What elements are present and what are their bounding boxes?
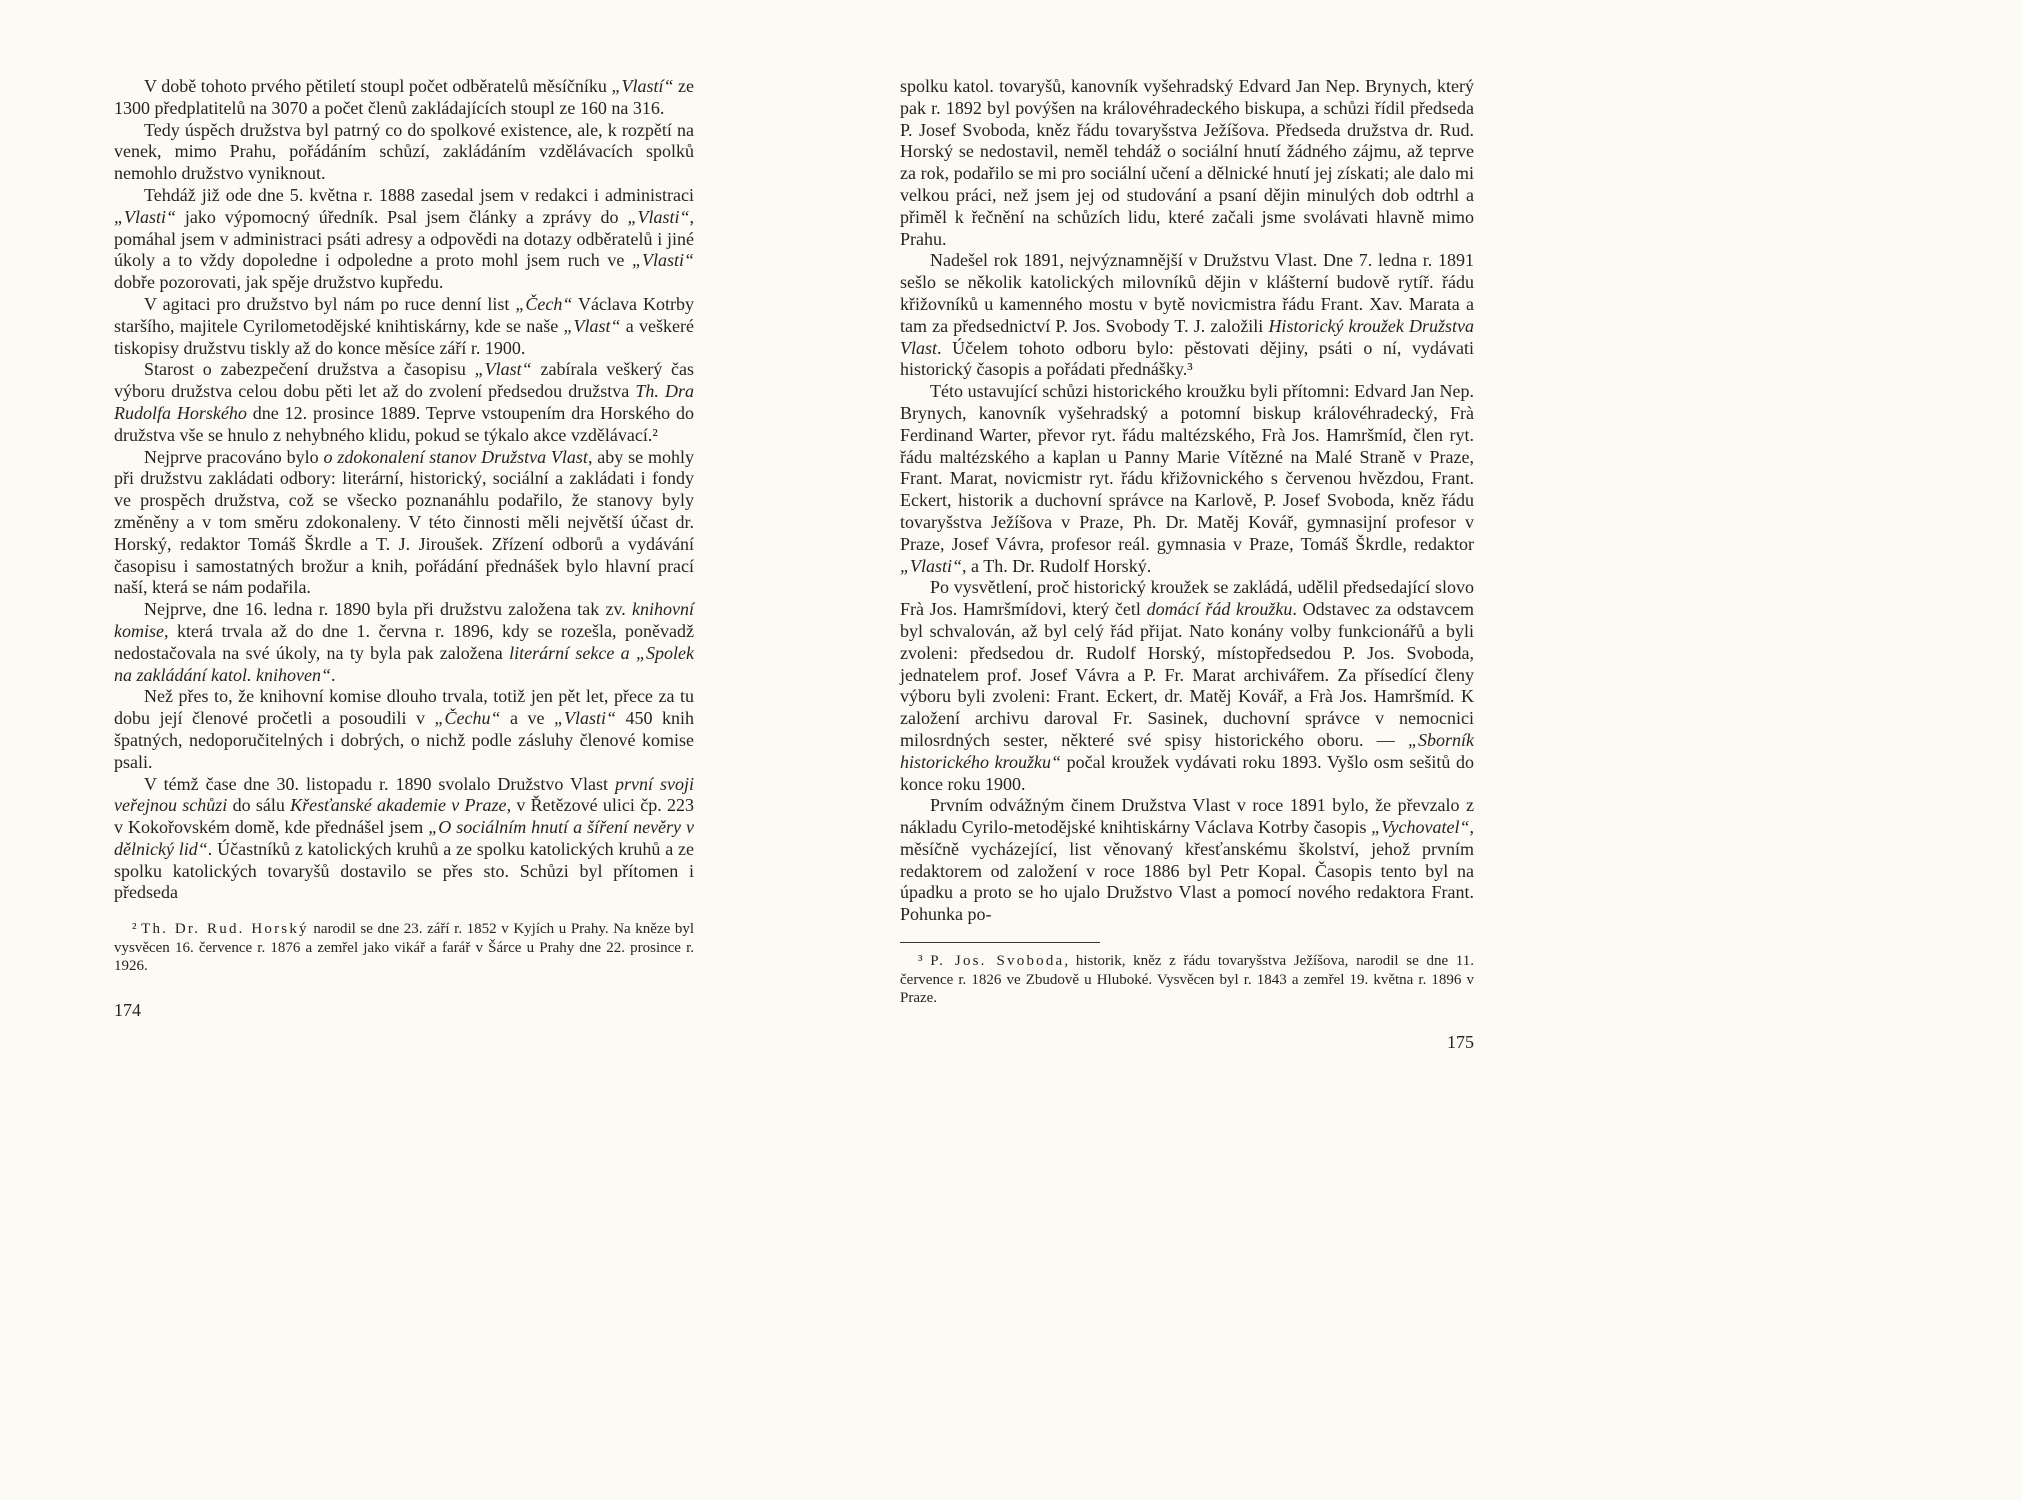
emphasized-text: „Vlast“ bbox=[474, 359, 532, 380]
emphasized-text: „Čechu“ bbox=[434, 708, 501, 729]
paragraph bbox=[900, 250, 1474, 381]
page-right-body-text bbox=[900, 76, 1474, 926]
paragraph bbox=[114, 599, 694, 686]
emphasized-text: „Sborník historického kroužku“ bbox=[900, 729, 1474, 772]
body-run: ze 1300 předplatitelů na 3070 a počet členů zakládajících stoupl ze 160 na 316. bbox=[114, 76, 694, 118]
emphasized-text: knihovní komise bbox=[114, 599, 694, 641]
body-run: Než přes to, že knihovní komise dlouho trvala, totiž jen pět let, přece za tu dobu její členové pročetli a posoudili v bbox=[114, 686, 694, 729]
body-run: Starost o zabezpečení družstva a časopisu bbox=[144, 359, 475, 380]
page-right-footnote-block bbox=[900, 942, 1474, 1008]
paragraph bbox=[114, 920, 694, 976]
body-run: V agitaci pro družstvo byl nám po ruce denní list bbox=[144, 293, 516, 314]
paragraph bbox=[114, 774, 694, 905]
paragraph bbox=[114, 686, 694, 773]
body-run: zabírala veškerý čas výboru družstva celou dobu pěti let až do zvolení předsedou družstva bbox=[114, 359, 694, 402]
body-run: a ve bbox=[500, 708, 554, 729]
body-run: , a Th. Dr. Rudolf Horský. bbox=[962, 555, 1152, 576]
paragraph bbox=[900, 795, 1474, 926]
body-run: , pomáhal jsem v administraci psáti adresy a odpovědi na dotazy odběratelů i jiné úkoly a to vždy dopoledne i odpoledne a proto mohl jsem ruch ve bbox=[114, 206, 694, 271]
page-right bbox=[900, 76, 1474, 1053]
body-run: Nadešel rok 1891, nejvýznamnější v Družstvu Vlast. Dne 7. ledna r. 1891 sešlo se několik katolických milovníků dějin v klášterní budově rytíř. řádu křižovníků u kamenného mostu v bytě novicmistra řádu Frant. Xav. Marata a tam za předsednictví P. Jos. Svobody T. J. založili bbox=[900, 250, 1474, 336]
body-run: do sálu bbox=[227, 795, 291, 816]
emphasized-text: Historický kroužek Družstva Vlast bbox=[900, 315, 1474, 358]
body-run: , historik, kněz z řádu tovaryšstva Ježíšova, narodil se dne 11. července r. 1826 ve Zbudově u Hluboké. Vysvěcen byl r. 1843 a zemřel 19. května r. 1896 v Praze. bbox=[900, 953, 1474, 1007]
paragraph bbox=[900, 76, 1474, 250]
paragraph bbox=[114, 447, 694, 600]
footnote-separator bbox=[900, 942, 1100, 943]
emphasized-text: „Vlastí“ bbox=[611, 76, 674, 96]
body-run: . Účastníků z katolických kruhů a ze spolku katolických kruhů a ze spolku katolických tovaryšů dostavilo se přes sto. Schůzi byl přítomen i předseda bbox=[114, 838, 694, 903]
paragraph bbox=[114, 185, 694, 294]
emphasized-text: „Čech“ bbox=[515, 293, 573, 314]
spaced-name-text: P. Jos. Svoboda bbox=[930, 953, 1065, 970]
page-right-footnotes bbox=[900, 952, 1474, 1008]
paragraph bbox=[114, 359, 694, 446]
body-run: dobře pozorovati, jak spěje družstvo kupředu. bbox=[114, 272, 444, 293]
emphasized-text: „Vlast“ bbox=[563, 315, 621, 336]
body-run: . Odstavec za odstavcem byl schvalován, až byl celý řád přijat. Nato konány volby funkcionářů a byli zvoleni: předsedou dr. Rudolf Horský, místopředsedou P. Jos. Svoboda, jednatelem prof. Josef Vávra a P. Fr. Marat archivářem. Za přísedící členy výboru byli zvoleni: Frant. Eckert, dr. Matěj Kovář, a Frà Jos. Hamršmíd. K založení archivu daroval Fr. Sasinek, duchovní správce v nemocnici milosrdných sester, některé své spisy historického oboru. — bbox=[900, 599, 1474, 750]
body-run: Tehdáž již ode dne 5. května r. 1888 zasedal jsem v redakci i administraci bbox=[144, 184, 694, 205]
body-run: Nejprve, dne 16. ledna r. 1890 byla při družstvu založena tak zv. bbox=[144, 599, 633, 620]
body-run: ³ bbox=[918, 953, 931, 970]
paragraph bbox=[114, 120, 694, 185]
paragraph bbox=[900, 577, 1474, 795]
body-run: , aby se mohly při družstvu zakládati odbory: literární, historický, sociální a zakládati i fondy ve prospěch družstva, což se všecko poznanáhlu podařilo, že stanovy byly změněny a v tom směru zdokonaleny. V této činnosti měli největší účast dr. Horský, redaktor Tomáš Škrdle a T. J. Jiroušek. Zřízení odborů a vydávání časopisu i samostatných brožur a knih, pořádání přednášek bylo hlavní prací naší, která se nám podařila. bbox=[114, 446, 694, 598]
emphasized-text: „Vychovatel“ bbox=[1371, 817, 1470, 838]
body-run: počal kroužek vydávati roku 1893. Vyšlo osm sešitů do konce roku 1900. bbox=[900, 751, 1474, 794]
body-run: V době tohoto prvého pětiletí stoupl počet odběratelů měsíčníku bbox=[144, 76, 612, 96]
body-run: ² bbox=[132, 921, 142, 938]
body-run: Po vysvětlení, proč historický kroužek se zakládá, udělil předsedající slovo Frà Jos. Hamršmídovi, který četl bbox=[900, 577, 1474, 620]
page-number-right-container bbox=[900, 1032, 1474, 1053]
body-run: V témž čase dne 30. listopadu r. 1890 svolalo Družstvo Vlast bbox=[144, 773, 616, 794]
paragraph bbox=[114, 294, 694, 359]
emphasized-text: „Vlasti“ bbox=[900, 555, 963, 576]
page-left-footnote-block bbox=[114, 920, 694, 976]
emphasized-text: o zdokonalení stanov Družstva Vlast bbox=[323, 446, 588, 467]
body-run: Této ustavující schůzi historického kroužku byli přítomni: Edvard Jan Nep. Brynych, kanovník vyšehradský a potomní biskup královéhradecký, Frà Ferdinand Warter, převor ryt. řádu maltézského, Frà Jos. Hamršmíd, člen ryt. řádu maltézského a kaplan u Panny Marie Vítězné na Malé Straně v Praze, Frant. Marat, novicmistr ryt. řádu křižovnického s červenou hvězdou, Frant. Eckert, historik a duchovní správce na Karlově, P. Josef Svoboda, kněz řádu tovaryšstva Ježíšova v Praze, Ph. Dr. Matěj Kovář, gymnasijní profesor v Praze, Josef Vávra, profesor reál. gymnasia v Praze, Tomáš Škrdle, redaktor bbox=[900, 381, 1474, 554]
page-number: 175 bbox=[1447, 1031, 1474, 1052]
body-run: spolku katol. tovaryšů, kanovník vyšehradský Edvard Jan Nep. Brynych, který pak r. 1892 byl povýšen na královéhradeckého biskupa, a schůzi řídil předseda P. Josef Svoboda, kněz řádu tovaryšstva Ježíšova. Předseda družstva dr. Rud. Horský se nedostavil, neměl tehdáž o sociální hnutí žádného zájmu, až teprve za rok, podařilo se mi pro sociální učení a dělnické hnutí jej získati; ale dalo mi velkou práci, než jsem jej od studování a psaní dějin minulých dob odtrhl a přiměl k řečnění na schůzích lidu, které začali jsme svolávati hlavně mimo Prahu. bbox=[900, 76, 1474, 249]
body-run: , měsíčně vycházející, list věnovaný křesťanskému školství, jehož prvním redaktorem od založení v roce 1886 byl Petr Kopal. Časopis tento byl na úpadku a proto se ho ujalo Družstvo Vlast a pomocí nového redaktora Frant. Pohunka po- bbox=[900, 817, 1474, 925]
emphasized-text: „Vlasti“ bbox=[627, 206, 690, 227]
body-run: . Účelem tohoto odboru bylo: pěstovati dějiny, psáti o ní, vydávati historický časopis a pořádati přednášky.³ bbox=[900, 337, 1474, 380]
page-left bbox=[114, 76, 694, 1021]
body-run: , která trvala až do dne 1. června r. 1896, kdy se rozešla, poněvadž nedostačovala na své úkoly, na ty byla pak založena bbox=[114, 620, 694, 663]
emphasized-text: „O sociálním hnutí a šíření nevěry v dělnický lid“ bbox=[114, 817, 694, 859]
body-run: jako výpomocný úředník. Psal jsem články a zprávy do bbox=[176, 206, 628, 227]
body-run: . bbox=[330, 664, 336, 685]
body-run: a veškeré tiskopisy družstvu tiskly až do konce měsíce září r. 1900. bbox=[114, 315, 694, 358]
body-run: narodil se dne 23. září r. 1852 v Kyjích u Prahy. Na kněze byl vysvěcen 16. července r. 1876 a zemřel jako vikář a farář v Šárce u Prahy dne 22. prosince r. 1926. bbox=[114, 921, 695, 975]
body-run: dne 12. prosince 1889. Teprve vstoupením dra Horského do družstva vše se hnulo z nehybného klidu, pokud se týkalo akce vzdělávací.² bbox=[114, 402, 694, 445]
paragraph bbox=[114, 76, 694, 120]
page-left-body-text bbox=[114, 76, 694, 904]
emphasized-text: „Vlasti“ bbox=[631, 250, 694, 271]
emphasized-text: první svoji veřejnou schůzi bbox=[114, 773, 694, 816]
emphasized-text: literární sekce a „Spolek na zakládání katol. knihoven“ bbox=[114, 642, 694, 685]
body-run: Prvním odvážným činem Družstva Vlast v roce 1891 bylo, že převzalo z nákladu Cyrilo-metodějské knihtiskárny Václava Kotrby časopis bbox=[900, 795, 1474, 838]
body-run: Nejprve pracováno bylo bbox=[144, 446, 324, 467]
body-run: Václava Kotrby staršího, majitele Cyrilometodějské knihtiskárny, kde se naše bbox=[114, 293, 694, 336]
emphasized-text: Křesťanské akademie v Praze bbox=[290, 795, 507, 816]
emphasized-text: „Vlasti“ bbox=[114, 206, 177, 227]
body-run: , v Řetězové ulici čp. 223 v Kokořovském domě, kde přednášel jsem bbox=[114, 795, 694, 838]
emphasized-text: „Vlasti“ bbox=[553, 708, 616, 729]
page-number: 174 bbox=[114, 1000, 141, 1021]
page-left-footnotes bbox=[114, 920, 694, 976]
spaced-name-text: Th. Dr. Rud. Horský bbox=[141, 921, 309, 938]
emphasized-text: domácí řád kroužku bbox=[1146, 599, 1293, 620]
page-number-left-container bbox=[114, 1000, 694, 1021]
emphasized-text: Th. Dra Rudolfa Horského bbox=[114, 381, 694, 423]
body-run: Tedy úspěch družstva byl patrný co do spolkové existence, ale, k rozpětí na venek, mimo Prahu, pořádáním schůzí, zakládáním vzdělávacích spolků nemohlo družstvo vyniknout. bbox=[114, 119, 694, 184]
body-run: 450 knih špatných, nedoporučitelných i dobrých, o nichž podle zásluhy členové komise psali. bbox=[114, 708, 694, 772]
paragraph bbox=[900, 381, 1474, 577]
paragraph bbox=[900, 952, 1474, 1008]
